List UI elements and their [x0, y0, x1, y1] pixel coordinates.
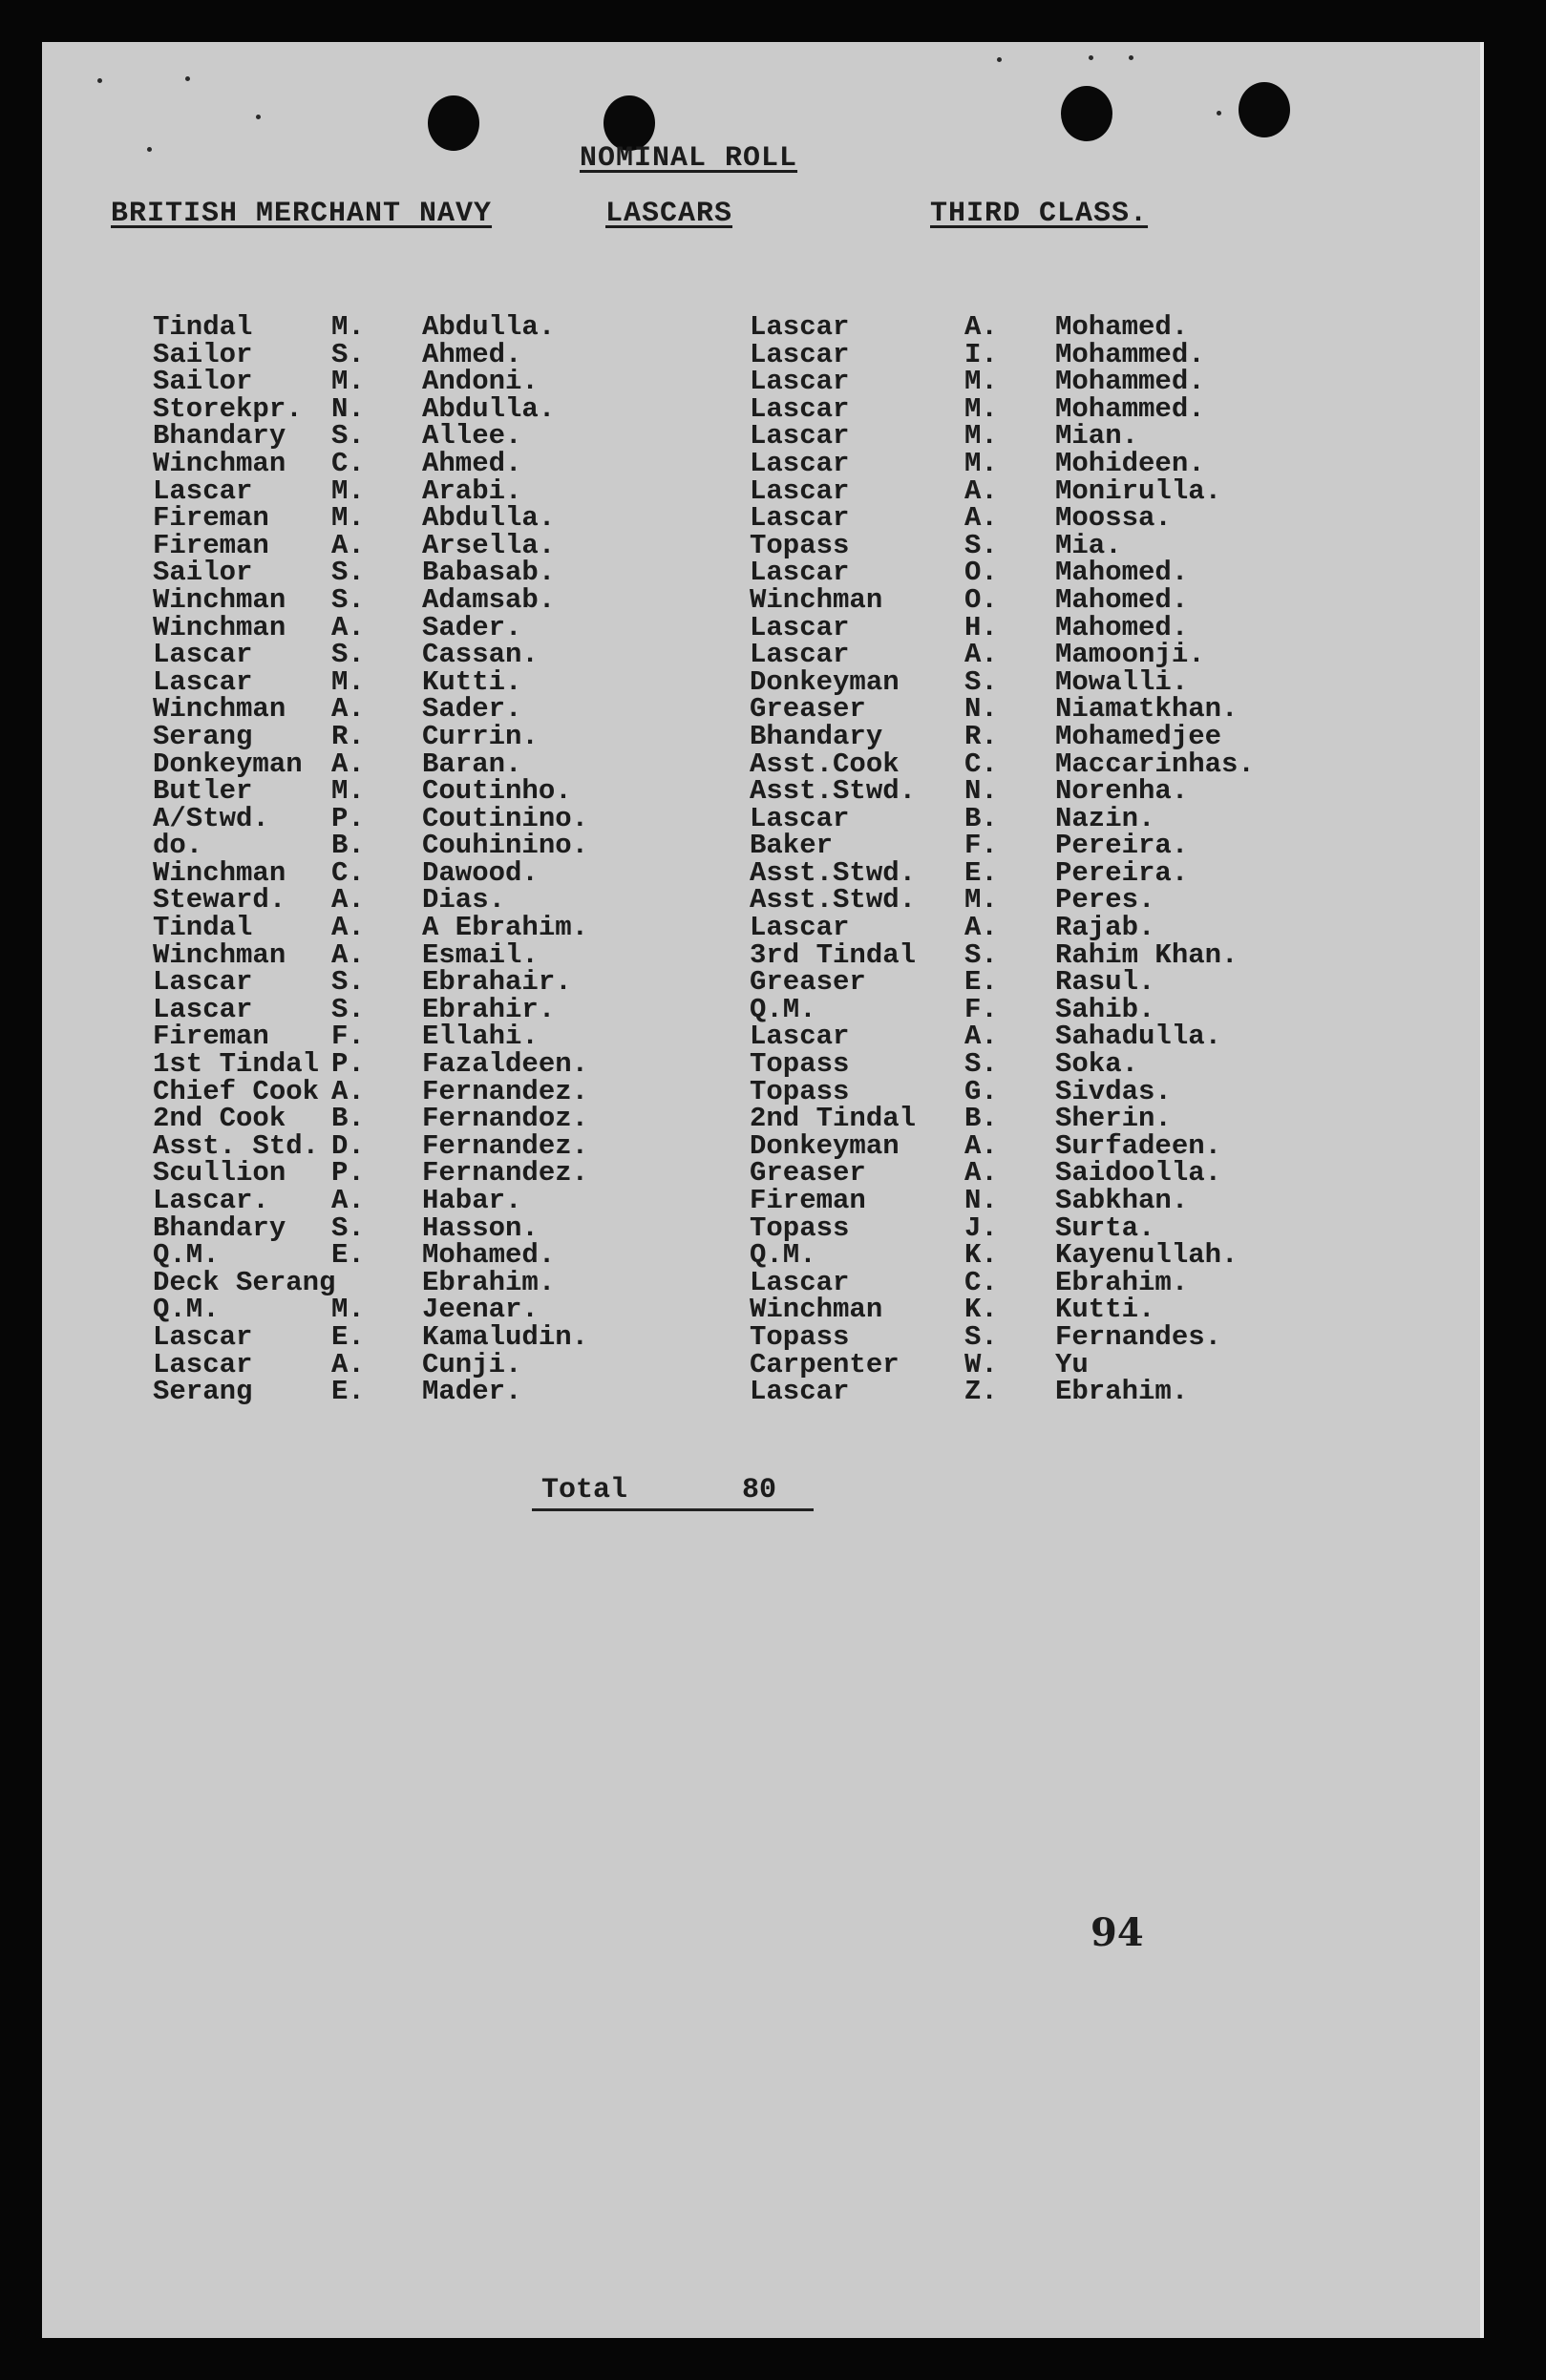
initial [331, 1270, 365, 1297]
surname: Esmail. [422, 938, 539, 971]
surname: Moossa. [1055, 502, 1172, 535]
rating: Lascar [750, 447, 850, 479]
rating: Steward. [153, 884, 286, 916]
initial: C. [964, 748, 998, 780]
surname: Mohideen. [1055, 447, 1205, 479]
initial: D. [331, 1129, 365, 1162]
initial: E. [331, 1320, 365, 1353]
rating: Asst.Stwd. [750, 775, 917, 808]
rating: Winchman [750, 583, 883, 616]
surname: Soka. [1055, 1048, 1139, 1081]
initial: W. [964, 1348, 998, 1380]
rating: 2nd Cook [153, 1103, 286, 1135]
initial: C. [331, 856, 365, 889]
rating: Fireman [153, 1021, 269, 1053]
initial: P. [331, 1048, 365, 1081]
initial: B. [964, 1103, 998, 1135]
rating: Lascar [750, 1266, 850, 1298]
rating: Lascar [750, 639, 850, 671]
rating: Lascar [750, 1021, 850, 1053]
total-line [541, 1474, 777, 1506]
initial: N. [964, 693, 998, 726]
initial: O. [964, 557, 998, 589]
initial: C. [964, 1266, 998, 1298]
rating: Greaser [750, 693, 866, 726]
rating: Scullion [153, 1157, 286, 1190]
initial: A. [331, 1348, 365, 1380]
initial: S. [964, 1048, 998, 1081]
rating: 3rd Tindal [750, 938, 917, 971]
initial: Z. [964, 1376, 998, 1408]
rating: Sailor [153, 366, 253, 398]
surname: Babasab. [422, 557, 556, 589]
rating: Winchman [153, 611, 286, 643]
initial: A. [331, 748, 365, 780]
total-label: Total [541, 1474, 628, 1506]
surname: Andoni. [422, 366, 539, 398]
speck [147, 147, 152, 152]
surname: Arsella. [422, 529, 556, 561]
heading-lascars: LASCARS [605, 198, 733, 230]
rating: Donkeyman [153, 748, 303, 780]
surname: Sahadulla. [1055, 1021, 1222, 1053]
rating: Lascar [153, 639, 253, 671]
surname: Norenha. [1055, 775, 1189, 808]
rating: Winchman [153, 693, 286, 726]
rating: A/Stwd. [153, 802, 269, 834]
rating: Lascar [750, 557, 850, 589]
surname: Mohammed. [1055, 338, 1205, 370]
surname: Coutinino. [422, 802, 589, 834]
right-surnames-column [1055, 311, 1255, 1408]
rating: do. [153, 830, 203, 862]
surname: Monirulla. [1055, 474, 1222, 507]
rating: Asst.Stwd. [750, 884, 917, 916]
surname: Jeenar. [422, 1294, 539, 1326]
total-underline [532, 1508, 814, 1511]
rating: Asst. Std. [153, 1129, 320, 1162]
surname: Mian. [1055, 420, 1139, 453]
rating: Tindal [153, 912, 253, 944]
initial: F. [964, 993, 998, 1025]
rating: Baker [750, 830, 834, 862]
surname: Dias. [422, 884, 506, 916]
surname: Abdulla. [422, 392, 556, 425]
surname: Ahmed. [422, 447, 522, 479]
rating: Lascar [750, 420, 850, 453]
initial: R. [331, 720, 365, 752]
surname: Mahomed. [1055, 611, 1189, 643]
rating: Winchman [153, 447, 286, 479]
rating: Q.M. [153, 1239, 220, 1272]
surname: Maccarinhas. [1055, 748, 1255, 780]
rating: Fireman [153, 502, 269, 535]
surname: Surfadeen. [1055, 1129, 1222, 1162]
surname: Arabi. [422, 474, 522, 507]
initial: A. [964, 311, 998, 343]
initial: E. [964, 966, 998, 999]
initial: G. [964, 1075, 998, 1107]
surname: Sader. [422, 611, 522, 643]
rating: Asst.Stwd. [750, 856, 917, 889]
right-ratings-column [750, 311, 917, 1408]
rating: Topass [750, 1320, 850, 1353]
rating: Lascar [750, 611, 850, 643]
surname: Cunji. [422, 1348, 522, 1380]
initial: M. [964, 392, 998, 425]
initial: C. [331, 447, 365, 479]
rating: Tindal [153, 311, 253, 343]
punch-hole [428, 95, 479, 151]
surname: Mohamedjee [1055, 720, 1222, 752]
initial: S. [331, 993, 365, 1025]
surname: Ebrahim. [422, 1266, 556, 1298]
surname: Abdulla. [422, 311, 556, 343]
rating: Chief Cook [153, 1075, 320, 1107]
initial: M. [331, 1294, 365, 1326]
surname: Fernandez. [422, 1075, 589, 1107]
initial: A. [331, 1075, 365, 1107]
rating: Greaser [750, 966, 866, 999]
rating: Greaser [750, 1157, 866, 1190]
rating: Donkeyman [750, 1129, 900, 1162]
surname: Ebrahir. [422, 993, 556, 1025]
initial: N. [964, 775, 998, 808]
surname: Sader. [422, 693, 522, 726]
rating: Winchman [153, 583, 286, 616]
page-number: 94 [1091, 1910, 1144, 1955]
initial: A. [964, 1021, 998, 1053]
initial: A. [964, 639, 998, 671]
initial: M. [964, 366, 998, 398]
surname: Ebrahair. [422, 966, 572, 999]
surname: Saidoolla. [1055, 1157, 1222, 1190]
rating: Lascar [750, 912, 850, 944]
left-ratings-column [153, 311, 336, 1408]
rating: Lascar [153, 665, 253, 698]
rating: Carpenter [750, 1348, 900, 1380]
initial: A. [331, 884, 365, 916]
heading-navy: BRITISH MERCHANT NAVY [111, 198, 493, 230]
surname: Fazaldeen. [422, 1048, 589, 1081]
speck [256, 115, 261, 119]
surname: Mohammed. [1055, 392, 1205, 425]
rating: Fireman [750, 1185, 866, 1216]
initial: S. [964, 1320, 998, 1353]
initial: F. [964, 830, 998, 862]
rating: Deck Serang [153, 1266, 336, 1298]
surname: Kutti. [1055, 1294, 1155, 1326]
initial: A. [331, 938, 365, 971]
initial: A. [331, 611, 365, 643]
surname: Mia. [1055, 529, 1122, 561]
initial: S. [964, 529, 998, 561]
speck [97, 78, 102, 83]
surname: Mamoonji. [1055, 639, 1205, 671]
initial: N. [964, 1185, 998, 1216]
rating: Lascar [750, 474, 850, 507]
rating: Q.M. [750, 1239, 816, 1272]
rating: Donkeyman [750, 665, 900, 698]
initial: S. [331, 966, 365, 999]
surname: Dawood. [422, 856, 539, 889]
rating: Lascar [750, 311, 850, 343]
initial: E. [331, 1376, 365, 1408]
initial: A. [964, 1129, 998, 1162]
rating: Lascar [153, 966, 253, 999]
speck [1217, 111, 1221, 116]
surname: Fernandez. [422, 1129, 589, 1162]
surname: Kayenullah. [1055, 1239, 1239, 1272]
document-page [42, 42, 1484, 2338]
left-surnames-column [422, 311, 589, 1408]
initial: M. [331, 311, 365, 343]
rating: Lascar [153, 1320, 253, 1353]
surname: Mowalli. [1055, 665, 1189, 698]
initial: S. [331, 557, 365, 589]
surname: Fernandez. [422, 1157, 589, 1190]
rating: Topass [750, 1075, 850, 1107]
surname: Hasson. [422, 1211, 539, 1244]
surname: Mahomed. [1055, 557, 1189, 589]
rating: Lascar [750, 802, 850, 834]
surname: Mohammed. [1055, 366, 1205, 398]
initial: M. [331, 665, 365, 698]
initial: M. [964, 447, 998, 479]
rating: Lascar [750, 392, 850, 425]
surname: Rajab. [1055, 912, 1155, 944]
initial: E. [331, 1239, 365, 1272]
initial: I. [964, 338, 998, 370]
initial: B. [964, 802, 998, 834]
rating: Lascar [750, 1376, 850, 1408]
rating: Serang [153, 720, 253, 752]
surname: Baran. [422, 748, 522, 780]
total-value: 80 [742, 1474, 777, 1506]
surname: Mohamed. [1055, 311, 1189, 343]
initial: B. [331, 1103, 365, 1135]
surname: Surta. [1055, 1211, 1155, 1244]
surname: Mader. [422, 1376, 522, 1408]
rating: Topass [750, 1211, 850, 1244]
rating: Storekpr. [153, 392, 303, 425]
initial: M. [964, 420, 998, 453]
surname: Ebrahim. [1055, 1376, 1189, 1408]
rating: Q.M. [153, 1294, 220, 1326]
rating: Lascar [153, 993, 253, 1025]
rating: 1st Tindal [153, 1048, 320, 1081]
punch-hole [1239, 82, 1290, 137]
initial: S. [331, 639, 365, 671]
rating: Lascar [750, 338, 850, 370]
initial: K. [964, 1294, 998, 1326]
initial: P. [331, 1157, 365, 1190]
punch-hole [1061, 86, 1112, 141]
initial: A. [964, 912, 998, 944]
surname: Fernandes. [1055, 1320, 1222, 1353]
surname: Coutinho. [422, 775, 572, 808]
rating: Sailor [153, 338, 253, 370]
initial: S. [964, 938, 998, 971]
initial: H. [964, 611, 998, 643]
surname: Kutti. [422, 665, 522, 698]
speck [185, 76, 190, 81]
rating: Lascar [153, 1348, 253, 1380]
initial: K. [964, 1239, 998, 1272]
surname: Peres. [1055, 884, 1155, 916]
surname: Niamatkhan. [1055, 693, 1239, 726]
rating: Serang [153, 1376, 253, 1408]
initial: M. [331, 474, 365, 507]
surname: Sivdas. [1055, 1075, 1172, 1107]
initial: B. [331, 830, 365, 862]
initial: A. [331, 529, 365, 561]
speck [1089, 55, 1093, 60]
initial: E. [964, 856, 998, 889]
rating: Winchman [750, 1294, 883, 1326]
speck [1129, 55, 1133, 60]
surname: Ahmed. [422, 338, 522, 370]
initial: S. [331, 1211, 365, 1244]
surname: Ellahi. [422, 1021, 539, 1053]
initial: M. [964, 884, 998, 916]
surname: Yu [1055, 1348, 1089, 1380]
surname: Habar. [422, 1185, 522, 1216]
surname: Sabkhan. [1055, 1185, 1189, 1216]
heading-class: THIRD CLASS. [930, 198, 1149, 230]
surname: Abdulla. [422, 502, 556, 535]
rating: Lascar [153, 474, 253, 507]
rating: Topass [750, 529, 850, 561]
initial: F. [331, 1021, 365, 1053]
speck [997, 57, 1002, 62]
initial: S. [331, 420, 365, 453]
initial: N. [331, 392, 365, 425]
initial: R. [964, 720, 998, 752]
rating: Butler [153, 775, 253, 808]
surname: Couhinino. [422, 830, 589, 862]
surname: Sherin. [1055, 1103, 1172, 1135]
rating: Winchman [153, 856, 286, 889]
rating: Bhandary [153, 420, 286, 453]
rating: Fireman [153, 529, 269, 561]
initial: A. [331, 1185, 365, 1216]
initial: M. [331, 502, 365, 535]
surname: Mohamed. [422, 1239, 556, 1272]
initial: S. [331, 583, 365, 616]
initial: M. [331, 366, 365, 398]
initial: S. [964, 665, 998, 698]
surname: Cassan. [422, 639, 539, 671]
rating: Sailor [153, 557, 253, 589]
page-title: NOMINAL ROLL [580, 142, 798, 175]
surname: Kamaludin. [422, 1320, 589, 1353]
surname: Allee. [422, 420, 522, 453]
left-initials-column [331, 311, 365, 1408]
rating: Lascar. [153, 1185, 269, 1216]
surname: Pereira. [1055, 856, 1189, 889]
initial: A. [964, 502, 998, 535]
surname: Adamsab. [422, 583, 556, 616]
rating: Bhandary [153, 1211, 286, 1244]
rating: Asst.Cook [750, 748, 900, 780]
rating: 2nd Tindal [750, 1103, 917, 1135]
right-initials-column [964, 311, 998, 1408]
rating: Lascar [750, 502, 850, 535]
surname: Mahomed. [1055, 583, 1189, 616]
initial: O. [964, 583, 998, 616]
rating: Winchman [153, 938, 286, 971]
initial: A. [331, 912, 365, 944]
surname: Rasul. [1055, 966, 1155, 999]
initial: A. [964, 474, 998, 507]
initial: S. [331, 338, 365, 370]
rating: Topass [750, 1048, 850, 1081]
surname: Currin. [422, 720, 539, 752]
initial: A. [331, 693, 365, 726]
rating: Q.M. [750, 993, 816, 1025]
initial: M. [331, 775, 365, 808]
rating: Lascar [750, 366, 850, 398]
surname: Ebrahim. [1055, 1266, 1189, 1298]
surname: Rahim Khan. [1055, 938, 1239, 971]
surname: Sahib. [1055, 993, 1155, 1025]
initial: A. [964, 1157, 998, 1190]
surname: Pereira. [1055, 830, 1189, 862]
surname: Fernandoz. [422, 1103, 589, 1135]
initial: P. [331, 802, 365, 834]
surname: A Ebrahim. [422, 912, 589, 944]
initial: J. [964, 1211, 998, 1244]
rating: Bhandary [750, 720, 883, 752]
surname: Nazin. [1055, 802, 1155, 834]
